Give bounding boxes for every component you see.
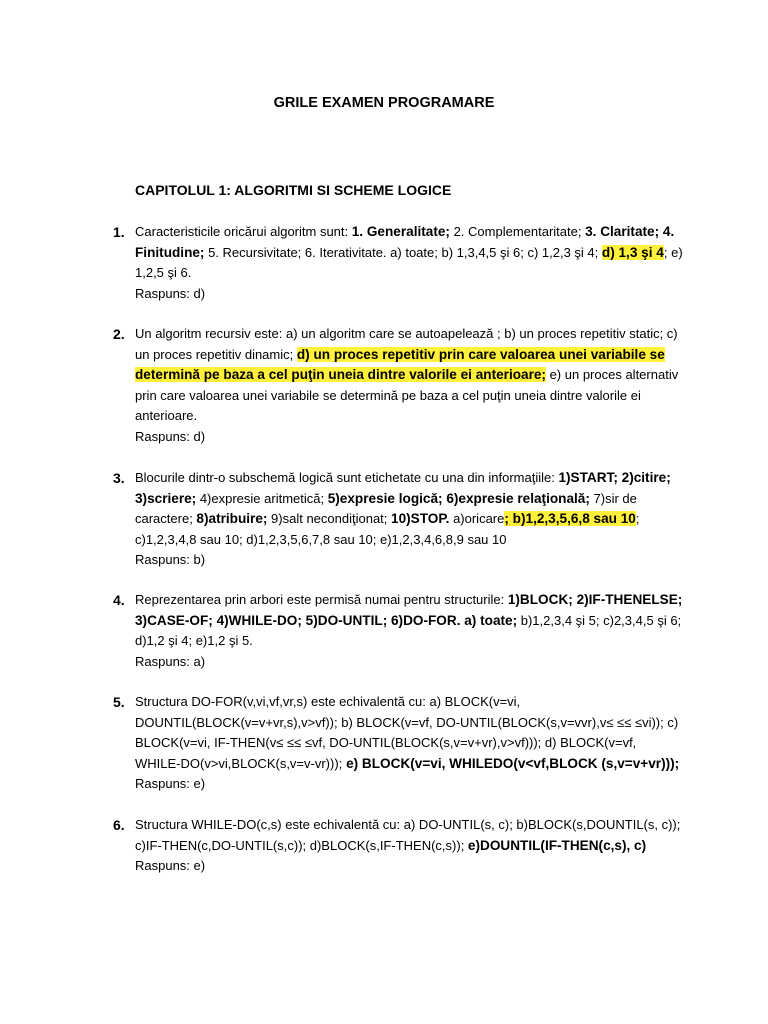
question-text-segment: e) BLOCK(v=vi, WHILEDO(v<vf,BLOCK (s,v=v+vr)));	[342, 755, 680, 771]
question-text-segment: Caracteristicile oricărui algoritm sunt:	[135, 224, 352, 239]
question-text-segment: b)1,2,3,4 şi 5; c)2,3,4,5 şi 6; d)1,2 şi 4; e)1,2 şi 5.	[135, 612, 682, 648]
question-text-segment: ; c)1,2,3,4,8 sau 10; d)1,2,3,5,6,7,8 sau 10; e)1,2,3,4,6,8,9 sau 10	[135, 511, 640, 547]
answer-line: Raspuns: d)	[135, 428, 206, 444]
question-text-segment: 10)STOP.	[391, 511, 450, 526]
question-text-segment: Un algoritm recursiv este: a) un algoritm care se autoapelează ; b) un proces repetitiv static; c) un proces repetitiv dinamic;	[135, 326, 678, 362]
question-4	[113, 590, 683, 672]
question-text-segment: 5. Recursivitate; 6. Iterativitate. a) toate; b) 1,3,4,5 şi 6; c) 1,2,3 şi 4;	[204, 244, 602, 260]
question-number: 2.	[113, 326, 125, 342]
question-number: 6.	[113, 817, 125, 833]
question-text-segment: 3. Claritate; 4. Finitudine;	[135, 224, 675, 260]
question-text-segment: 1. Generalitate;	[351, 224, 450, 239]
question-text-segment: Structura WHILE-DO(c,s) este echivalentă cu: a) DO-UNTIL(s, c); b)BLOCK(s,DOUNTIL(s, c)); c)IF-THEN(c,DO-UNTIL(s,c)); d)BLOCK(s,IF-THEN(c,s));	[135, 817, 681, 853]
question-number: 4.	[113, 592, 125, 608]
question-text-segment: 2. Complementaritate;	[449, 224, 586, 239]
question-text-segment: a)oricare	[449, 511, 505, 526]
answer-line: Raspuns: a)	[135, 653, 206, 669]
question-text	[135, 590, 683, 652]
question-text-segment: Blocurile dintr-o subschemă logică sunt etichetate cu una din informaţiile:	[135, 470, 559, 485]
question-text	[135, 815, 683, 856]
question-text	[135, 692, 683, 774]
highlighted-answer: ; b)1,2,3,5,6,8 sau 10	[504, 511, 636, 526]
question-text-segment: 1)START; 2)citire; 3)scriere;	[135, 470, 671, 506]
question-2	[113, 324, 683, 447]
question-text-segment: Structura DO-FOR(v,vi,vf,vr,s) este echivalentă cu: a) BLOCK(v=vi, DOUNTIL(BLOCK(v=v+vr,s),v>vf)); b) BLOCK(v=vf, DO-UNTIL(BLOCK(s,v=vvr),v≤ ≤≤ ≤vi)); c) BLOCK(v=vi, IF-THEN(v≤ ≤≤ ≤vf, DO-UNTIL(BLOCK(s,v=v+vr),v>vf))); d) BLOCK(v=vf, WHILE-DO(v>vi,BLOCK(s,v=v-vr)));	[135, 694, 679, 771]
question-number: 5.	[113, 694, 125, 710]
question-6	[113, 815, 683, 877]
question-text-segment: e)DOUNTIL(IF-THEN(c,s), c)	[467, 837, 647, 853]
question-text-segment: 9)salt necondiţionat;	[267, 511, 392, 526]
document-title: GRILE EXAMEN PROGRAMARE	[273, 95, 495, 111]
question-text-segment: ; e) 1,2,5 şi 6.	[135, 244, 683, 280]
question-text	[135, 468, 683, 550]
question-text	[135, 324, 683, 427]
answer-line: Raspuns: b)	[135, 552, 206, 567]
highlighted-answer: d) un proces repetitiv prin care valoarea unei variabile se determină pe baza a cel puţin uneia dintre valorile ei anterioare;	[135, 346, 665, 382]
question-text	[135, 222, 683, 284]
question-number: 3.	[113, 470, 125, 486]
question-5	[113, 692, 683, 795]
question-1	[113, 222, 683, 304]
question-text-segment: 8)atribuire;	[196, 511, 268, 526]
question-3	[113, 468, 683, 571]
highlighted-answer: d) 1,3 şi 4	[601, 244, 664, 260]
question-text-segment: 5)expresie logică; 6)expresie relaţională;	[327, 490, 590, 506]
question-text-segment: 7)sir de caractere;	[135, 490, 637, 526]
question-text-segment: 4)expresie aritmetică;	[196, 490, 328, 506]
answer-line: Raspuns: e)	[135, 776, 206, 791]
question-text-segment: 1)BLOCK; 2)IF-THENELSE; 3)CASE-OF; 4)WHILE-DO; 5)DO-UNTIL; 6)DO-FOR. a) toate;	[135, 592, 683, 628]
question-text-segment: Reprezentarea prin arbori este permisă numai pentru structurile:	[135, 592, 508, 607]
answer-line: Raspuns: e)	[135, 858, 206, 873]
chapter-heading: CAPITOLUL 1: ALGORITMI SI SCHEME LOGICE	[135, 182, 452, 198]
question-number: 1.	[113, 224, 125, 240]
answer-line: Raspuns: d)	[135, 285, 206, 301]
question-text-segment: e) un proces alternativ prin care valoarea unei variabile se determină pe baza a cel puţin uneia dintre valorile ei anterioare.	[135, 367, 679, 423]
